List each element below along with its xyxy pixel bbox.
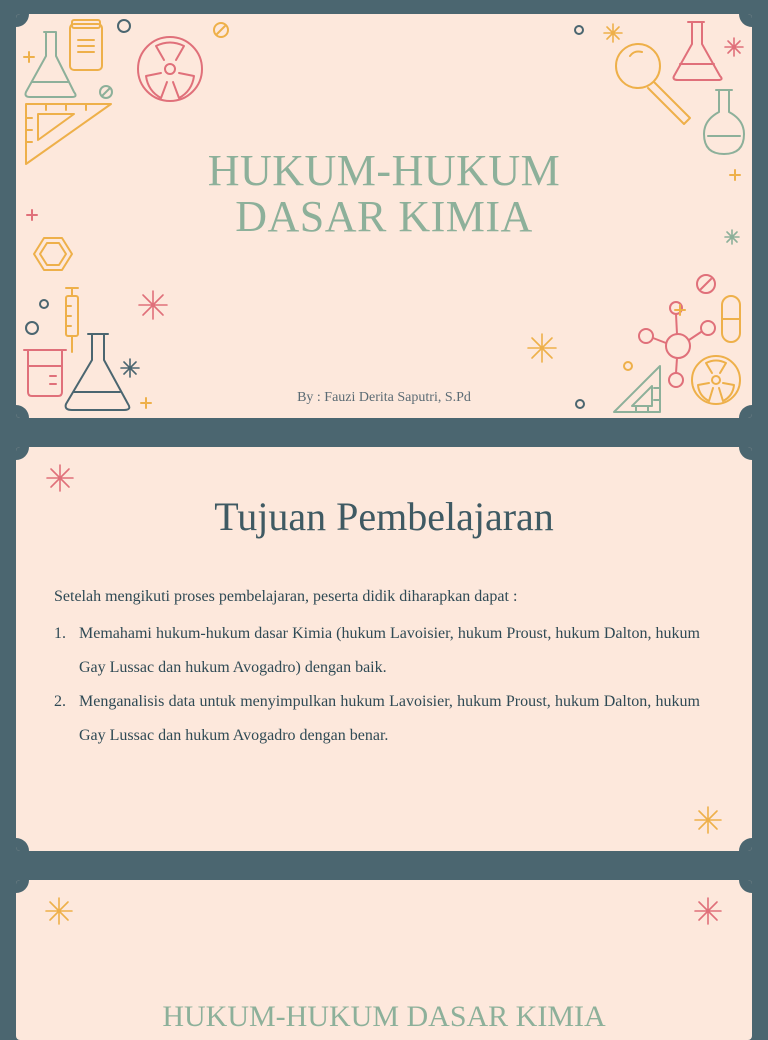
title-slide <box>16 14 752 418</box>
section-slide <box>16 880 752 1040</box>
title-line: HUKUM-HUKUM <box>207 146 561 195</box>
syringe-icon <box>66 288 78 352</box>
circle-icon <box>118 20 130 32</box>
circle-icon <box>575 26 583 34</box>
objective-item <box>54 685 700 753</box>
intro-text: Setelah mengikuti proses pembelajaran, peserta didik diharapkan dapat : <box>54 588 518 605</box>
pill-icon <box>722 296 740 342</box>
sparkle-icon <box>604 24 622 42</box>
sparkle-icon <box>47 465 73 491</box>
plus-icon <box>24 52 34 62</box>
objectives-slide <box>16 447 752 851</box>
title-line: DASAR KIMIA <box>235 192 533 241</box>
sparkle-icon <box>695 807 721 833</box>
flask-icon <box>26 32 76 97</box>
circle-icon <box>26 322 38 334</box>
jar-icon <box>70 20 102 70</box>
circle-icon <box>40 300 48 308</box>
objective-text: Menganalisis data untuk menyimpulkan hukum Lavoisier, hukum Proust, hukum Dalton, hukum Gay Lussac dan hukum Avogadro dengan benar. <box>79 693 700 744</box>
radiation-icon <box>138 37 202 101</box>
magnifier-icon <box>616 44 690 124</box>
sparkle-icon <box>139 291 167 319</box>
sparkle-icon <box>46 898 72 924</box>
slide-title: Tujuan Pembelajaran <box>214 494 554 539</box>
objective-number: 1. <box>54 625 66 642</box>
sparkle-icon <box>121 359 139 377</box>
sparkle-icon <box>695 898 721 924</box>
sparkle-icon <box>528 334 556 362</box>
hexagon-icon <box>34 238 72 270</box>
author-text: By : Fauzi Derita Saputri, S.Pd <box>297 390 471 405</box>
slide-title <box>16 148 752 240</box>
sparkle-icon <box>725 38 743 56</box>
flask-icon <box>674 22 722 80</box>
circle-icon <box>624 362 632 370</box>
slide-title: HUKUM-HUKUM DASAR KIMIA <box>162 1000 606 1033</box>
objective-text: Memahami hukum-hukum dasar Kimia (hukum Lavoisier, hukum Proust, hukum Dalton, hukum Gay Lussac dan hukum Avogadro) dengan baik. <box>79 625 700 676</box>
objective-number: 2. <box>54 693 66 710</box>
objective-item <box>54 617 700 685</box>
round-flask-icon <box>704 90 744 154</box>
